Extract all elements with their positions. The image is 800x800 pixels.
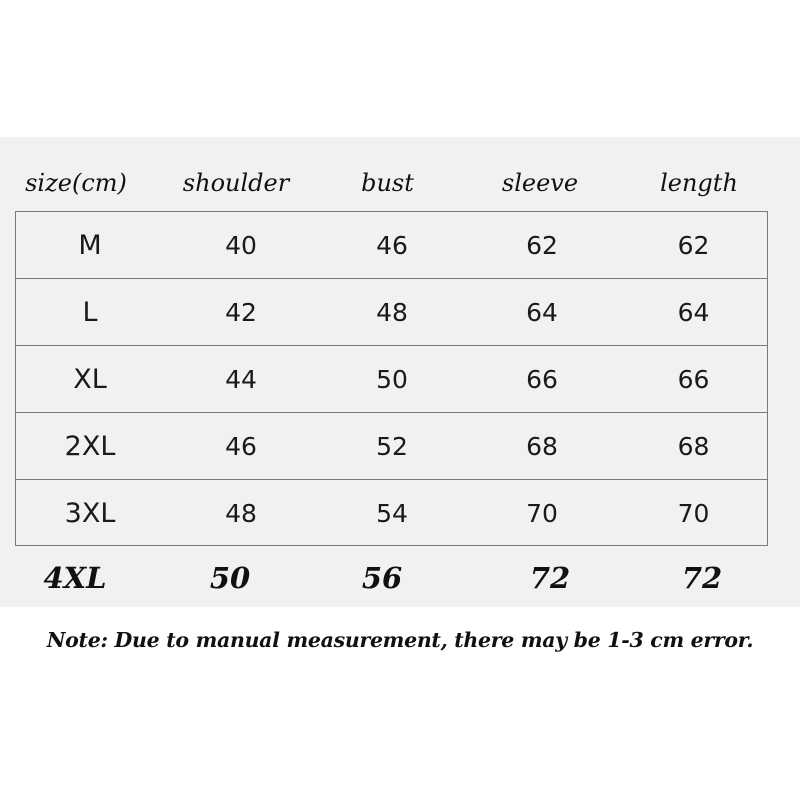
sleeve-cell: 72	[529, 561, 571, 595]
sleeve-cell: 66	[526, 365, 558, 394]
length-cell: 72	[681, 561, 723, 595]
sleeve-cell: 68	[526, 432, 558, 461]
column-header-bust: bust	[361, 169, 414, 197]
shoulder-cell: 44	[225, 365, 257, 394]
size-cell: 4XL	[43, 561, 107, 595]
column-header-length: length	[660, 169, 738, 197]
length-cell: 64	[677, 298, 710, 327]
shoulder-cell: 50	[209, 561, 251, 595]
column-header-shoulder: shoulder	[182, 169, 290, 197]
measurement-note: Note: Due to manual measurement, there may be 1-3 cm error.	[46, 628, 754, 652]
bust-cell: 50	[376, 365, 408, 394]
bust-cell: 46	[376, 231, 408, 260]
size-cell: 3XL	[64, 498, 116, 529]
shoulder-cell: 48	[225, 499, 257, 528]
bust-cell: 56	[361, 561, 403, 595]
bust-cell: 52	[376, 432, 408, 461]
size-cell: XL	[73, 364, 107, 395]
length-cell: 70	[677, 499, 710, 528]
size-cell: 2XL	[64, 431, 116, 462]
length-cell: 66	[677, 365, 710, 394]
size-cell: L	[82, 297, 98, 328]
column-header-size: size(cm)	[25, 169, 127, 197]
sleeve-cell: 64	[526, 298, 558, 327]
sleeve-cell: 62	[526, 231, 558, 260]
shoulder-cell: 40	[225, 231, 257, 260]
column-header-sleeve: sleeve	[501, 169, 579, 197]
size-cell: M	[78, 230, 102, 261]
sleeve-cell: 70	[526, 499, 558, 528]
length-cell: 68	[677, 432, 710, 461]
shoulder-cell: 46	[225, 432, 257, 461]
shoulder-cell: 42	[225, 298, 257, 327]
bust-cell: 48	[376, 298, 408, 327]
bust-cell: 54	[376, 499, 408, 528]
length-cell: 62	[677, 231, 710, 260]
